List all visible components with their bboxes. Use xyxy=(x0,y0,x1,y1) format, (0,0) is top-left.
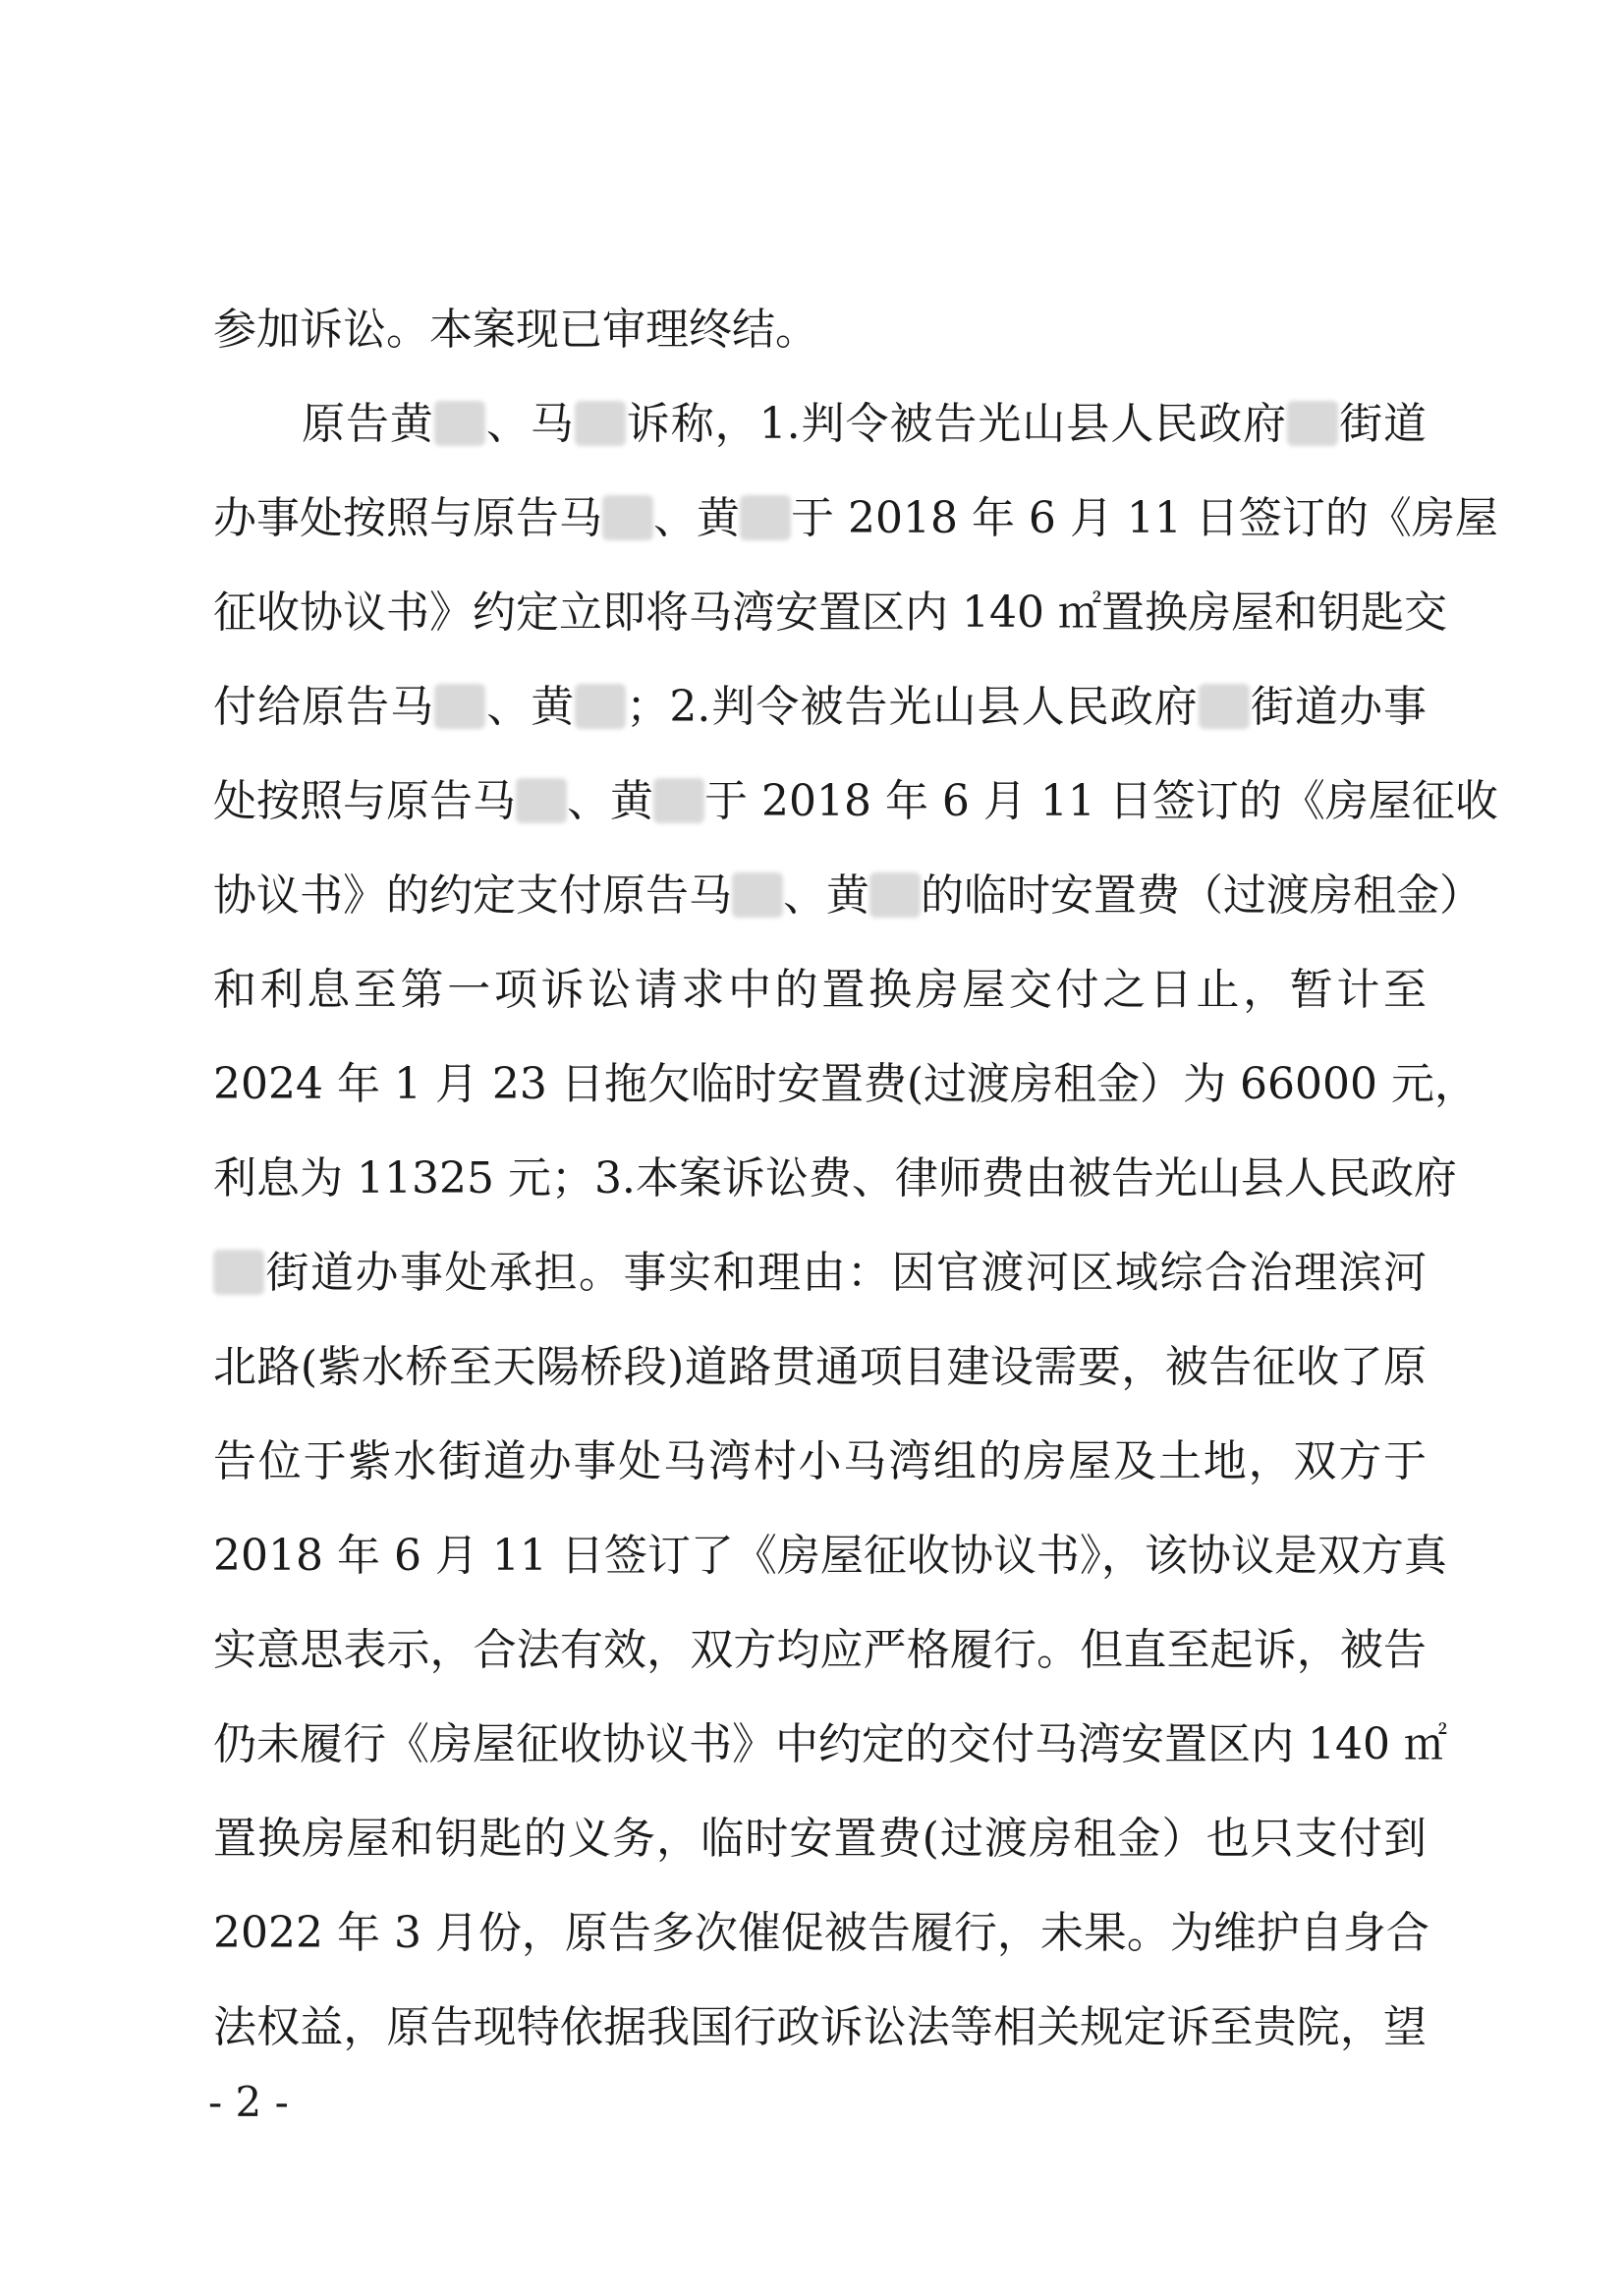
paragraph-line: 告位于紫水街道办事处马湾村小马湾组的房屋及土地，双方于 xyxy=(213,1436,1427,1486)
redaction-mark xyxy=(1199,684,1250,729)
paragraph-line: 置换房屋和钥匙的义务，临时安置费(过渡房租金）也只支付到 xyxy=(213,1814,1427,1864)
paragraph-line: 原告黄 、马 诉称，1.判令被告光山县人民政府 街道 xyxy=(302,399,1428,449)
redaction-mark xyxy=(732,872,783,918)
paragraph-line: 法权益，原告现特依据我国行政诉讼法等相关规定诉至贵院，望 xyxy=(213,2002,1427,2052)
paragraph-line: 付给原告马 、黄 ；2.判令被告光山县人民政府 街道办事 xyxy=(213,682,1428,732)
redaction-mark xyxy=(434,401,485,446)
redaction-mark xyxy=(575,401,626,446)
paragraph-line: 北路(紫水桥至天陽桥段)道路贯通项目建设需要，被告征收了原 xyxy=(213,1342,1427,1392)
paragraph-line: 参加诉讼。本案现已审理终结。 xyxy=(213,305,818,355)
paragraph-line: 协议书》的约定支付原告马 、黄 的临时安置费（过渡房租金） xyxy=(213,870,1483,921)
redaction-mark xyxy=(434,684,485,729)
redaction-mark xyxy=(1287,401,1338,446)
redaction-mark xyxy=(653,778,704,823)
paragraph-line: 街道办事处承担。事实和理由：因官渡河区域综合治理滨河 xyxy=(213,1234,1427,1313)
paragraph-line: 仍未履行《房屋征收协议书》中约定的交付马湾安置区内 140 ㎡ xyxy=(213,1719,1447,1769)
redaction-mark xyxy=(213,1250,264,1295)
paragraph-line: 征收协议书》约定立即将马湾安置区内 140 ㎡置换房屋和钥匙交 xyxy=(213,588,1447,638)
paragraph-line: 2024 年 1 月 23 日拖欠临时安置费(过渡房租金）为 66000 元， xyxy=(213,1059,1478,1109)
paragraph-line: 和利息至第一项诉讼请求中的置换房屋交付之日止，暂计至 xyxy=(213,965,1427,1015)
redaction-mark xyxy=(516,778,567,823)
page-number: - 2 - xyxy=(208,2078,289,2126)
redaction-mark xyxy=(575,684,626,729)
paragraph-line: 实意思表示，合法有效，双方均应严格履行。但直至起诉，被告 xyxy=(213,1625,1427,1675)
paragraph-line: 2022 年 3 月份，原告多次催促被告履行，未果。为维护自身合 xyxy=(213,1908,1429,1958)
paragraph-line: 办事处按照与原告马 、黄 于 2018 年 6 月 11 日签订的《房屋 xyxy=(213,493,1498,543)
paragraph-line: 处按照与原告马 、黄 于 2018 年 6 月 11 日签订的《房屋征收 xyxy=(213,776,1498,826)
paragraph-line: 2018 年 6 月 11 日签订了《房屋征收协议书》，该协议是双方真 xyxy=(213,1531,1447,1581)
redaction-mark xyxy=(740,495,791,540)
redaction-mark xyxy=(869,872,921,918)
paragraph-line: 利息为 11325 元；3.本案诉讼费、律师费由被告光山县人民政府 xyxy=(213,1153,1457,1204)
redaction-mark xyxy=(602,495,653,540)
